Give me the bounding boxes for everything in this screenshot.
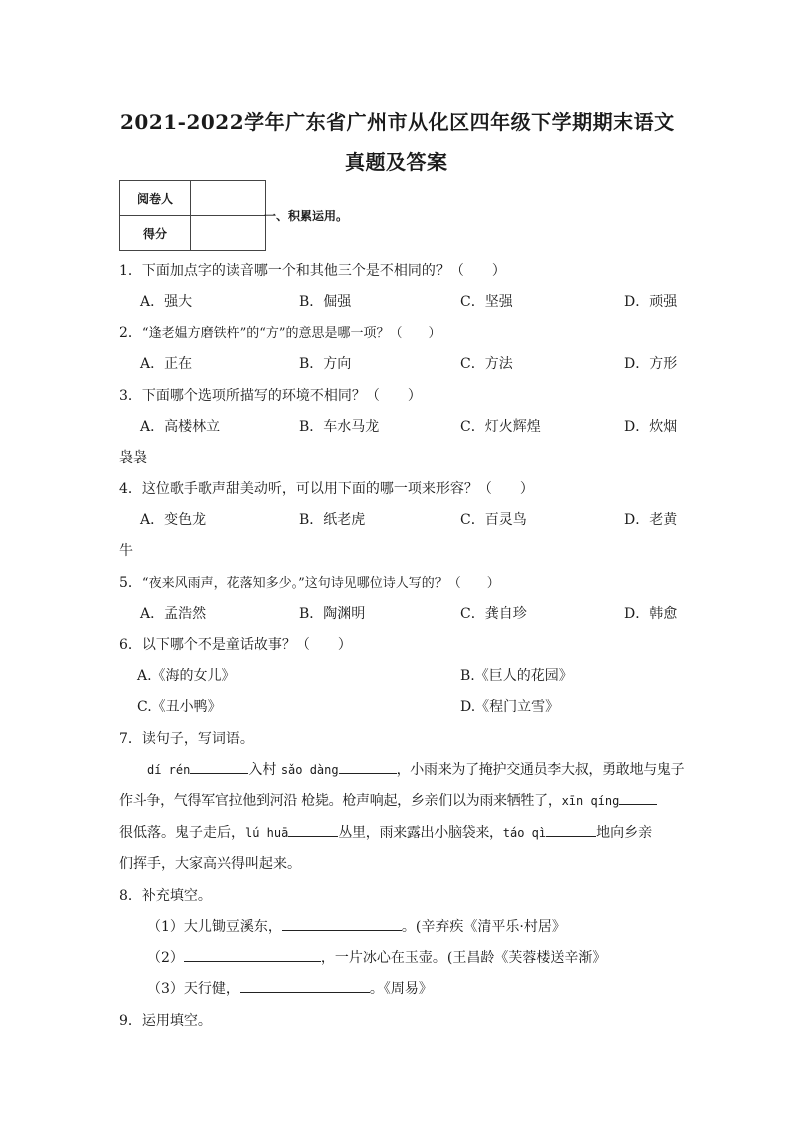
option-6a[interactable]: A.《海的女儿》 <box>137 668 236 684</box>
option-6c[interactable]: C.《丑小鸭》 <box>137 699 222 715</box>
pinyin-xinqing: xīn qíng <box>561 794 620 808</box>
reviewer-label: 阅卷人 <box>120 181 191 216</box>
question-1: 1．下面加点字的读音哪一个和其他三个是不相同的？（ ） <box>119 263 506 279</box>
option-6b[interactable]: B.《巨人的花园》 <box>460 668 573 684</box>
q7-line-2: 作斗争，气得军官拉他到河沿 枪毙。枪声响起，乡亲们以为雨来牺牲了，xīn qíng <box>119 790 657 810</box>
option-1c[interactable]: C．坚强 <box>460 294 513 310</box>
option-2b[interactable]: B．方向 <box>299 356 352 372</box>
pinyin-luhua: lú huā <box>245 826 289 840</box>
q7-line-1: dí rén 入村 sǎo dàng ，小雨来为了掩护交通员李大叔，勇敢地与鬼子 <box>147 759 684 779</box>
q8-item-2: （2） ，一片冰心在玉壶。(王昌龄《芙蓉楼送辛渐》 <box>147 947 606 967</box>
page-title-line1: 2021-2022学年广东省广州市从化区四年级下学期期末语文 <box>120 110 675 134</box>
option-1a[interactable]: A．强大 <box>140 294 193 310</box>
option-3a[interactable]: A．高楼林立 <box>140 419 221 435</box>
q8-item-3: （3）天行健， 。《周易》 <box>147 978 433 998</box>
option-3b[interactable]: B．车水马龙 <box>299 419 380 435</box>
option-5a[interactable]: A．孟浩然 <box>140 606 207 622</box>
q8-item-1: （1）大儿锄豆溪东， 。(辛弃疾《清平乐·村居》 <box>147 916 566 936</box>
question-7: 7．读句子，写词语。 <box>119 731 254 747</box>
blank-q8-1[interactable] <box>282 916 402 931</box>
blank-q8-2[interactable] <box>184 947 321 962</box>
blank-xinqing[interactable] <box>619 790 657 805</box>
option-5d[interactable]: D．韩愈 <box>624 606 678 622</box>
option-4b[interactable]: B．纸老虎 <box>299 512 366 528</box>
score-field[interactable] <box>191 216 266 251</box>
pinyin-taoqi: táo qì <box>502 826 547 840</box>
reviewer-field[interactable] <box>191 181 266 216</box>
score-table <box>119 180 266 251</box>
question-3: 3．下面哪个选项所描写的环境不相同？（ ） <box>119 388 422 404</box>
option-3d-wrap: 袅袅 <box>119 450 147 466</box>
question-9: 9．运用填空。 <box>119 1013 212 1029</box>
question-5: 5．“夜来风雨声，花落知多少。”这句诗见哪位诗人写的？（ ） <box>119 575 500 591</box>
pinyin-dren: dí rén <box>147 763 191 777</box>
option-2c[interactable]: C．方法 <box>460 356 513 372</box>
pinyin-saodang: sǎo dàng <box>280 763 339 777</box>
q7-line-4: 们挥手，大家高兴得叫起来。 <box>119 856 301 872</box>
option-5b[interactable]: B．陶渊明 <box>299 606 366 622</box>
option-4a[interactable]: A．变色龙 <box>140 512 207 528</box>
option-2a[interactable]: A．正在 <box>140 356 193 372</box>
blank-saodang[interactable] <box>339 759 397 774</box>
option-3d[interactable]: D．炊烟 <box>624 419 678 435</box>
option-1b[interactable]: B．倔强 <box>299 294 352 310</box>
blank-luhua[interactable] <box>288 822 338 837</box>
question-6: 6．以下哪个不是童话故事？（ ） <box>119 637 352 653</box>
page-title-line2: 真题及答案 <box>345 150 448 174</box>
section-heading: 一、积累运用。 <box>264 209 349 223</box>
option-1d[interactable]: D．顽强 <box>624 294 678 310</box>
blank-dren[interactable] <box>190 759 248 774</box>
question-8: 8．补充填空。 <box>119 888 212 904</box>
option-3c[interactable]: C．灯火辉煌 <box>460 419 541 435</box>
score-label: 得分 <box>120 216 191 251</box>
q7-line-3: 很低落。鬼子走后，lú huā 丛里，雨来露出小脑袋来，táo qì 地向乡亲 <box>119 822 652 842</box>
option-4c[interactable]: C．百灵鸟 <box>460 512 527 528</box>
blank-taoqi[interactable] <box>546 822 596 837</box>
option-4d-wrap: 牛 <box>119 543 133 559</box>
option-6d[interactable]: D.《程门立雪》 <box>460 699 560 715</box>
question-2: 2．“逢老媪方磨铁杵”的“方”的意思是哪一项？（ ） <box>119 325 442 341</box>
question-4: 4．这位歌手歌声甜美动听，可以用下面的哪一项来形容？（ ） <box>119 481 534 497</box>
option-5c[interactable]: C．龚自珍 <box>460 606 527 622</box>
option-2d[interactable]: D．方形 <box>624 356 678 372</box>
blank-q8-3[interactable] <box>240 978 370 993</box>
option-4d[interactable]: D．老黄 <box>624 512 678 528</box>
